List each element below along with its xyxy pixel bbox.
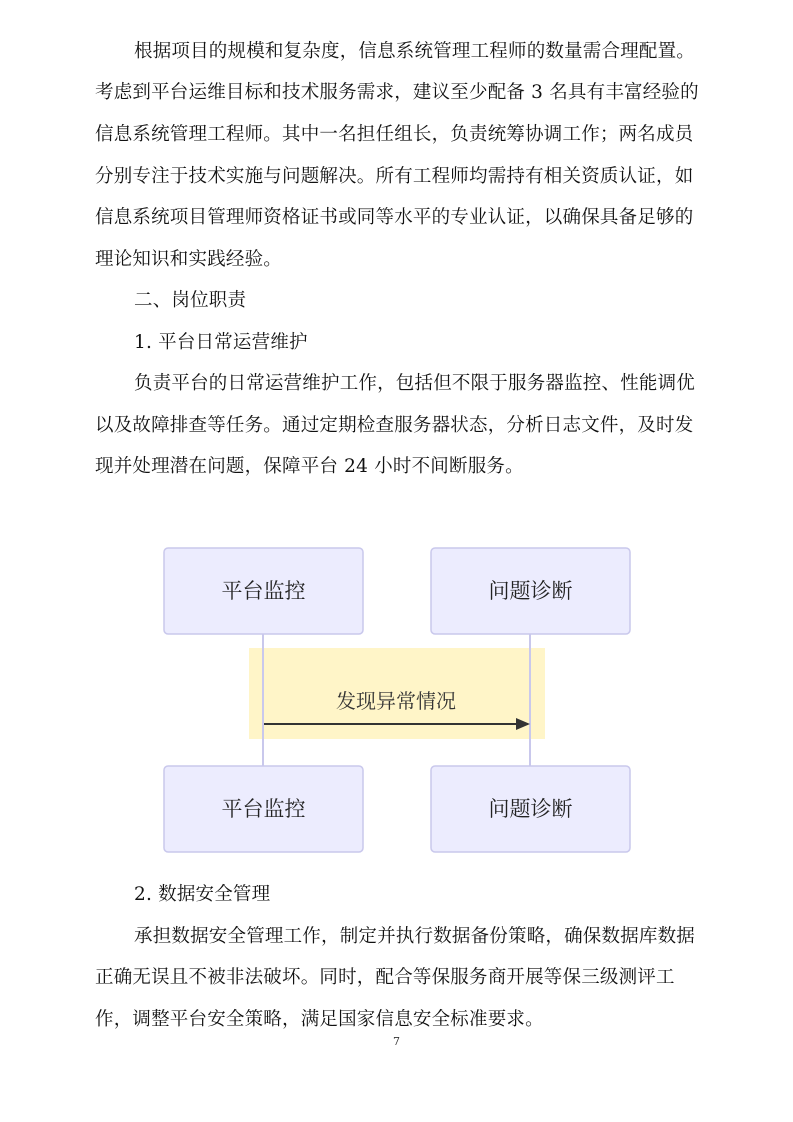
section-heading: 二、岗位职责 — [134, 290, 247, 311]
subsection-1-line-3: 现并处理潜在问题，保障平台 24 小时不间断服务。 — [95, 456, 524, 477]
paragraph-1-line-4: 分别专注于技术实施与问题解决。所有工程师均需持有相关资质认证，如 — [95, 166, 694, 187]
subsection-1-heading: 1. 平台日常运营维护 — [134, 332, 308, 353]
subsection-1-line-1: 负责平台的日常运营维护工作，包括但不限于服务器监控、性能调优 — [134, 373, 696, 394]
paragraph-1-line-6: 理论知识和实践经验。 — [95, 249, 283, 270]
participant-bottom-problem-diagnosis-label: 问题诊断 — [488, 797, 573, 821]
message-label: 发现异常情况 — [336, 689, 456, 713]
paragraph-1-line-1: 根据项目的规模和复杂度，信息系统管理工程师的数量需合理配置。 — [134, 41, 696, 62]
paragraph-1-line-5: 信息系统项目管理师资格证书或同等水平的专业认证，以确保具备足够的 — [95, 207, 694, 228]
participant-top-platform-monitoring-label: 平台监控 — [221, 579, 306, 603]
subsection-2-heading: 2. 数据安全管理 — [134, 884, 271, 905]
paragraph-1-line-2: 考虑到平台运维目标和技术服务需求，建议至少配备 3 名具有丰富经验的 — [95, 82, 699, 103]
subsection-1-line-2: 以及故障排查等任务。通过定期检查服务器状态，分析日志文件，及时发 — [95, 415, 694, 436]
page-number: 7 — [393, 1035, 400, 1048]
subsection-2-line-1: 承担数据安全管理工作，制定并执行数据备份策略，确保数据库数据 — [134, 926, 696, 947]
participant-bottom-platform-monitoring-label: 平台监控 — [221, 797, 306, 821]
paragraph-1-line-3: 信息系统管理工程师。其中一名担任组长，负责统筹协调工作；两名成员 — [95, 124, 694, 145]
subsection-2-line-2: 正确无误且不被非法破坏。同时，配合等保服务商开展等保三级测评工 — [95, 967, 675, 988]
subsection-2-line-3: 作，调整平台安全策略，满足国家信息安全标准要求。 — [95, 1009, 544, 1030]
participant-top-problem-diagnosis-label: 问题诊断 — [488, 579, 573, 603]
